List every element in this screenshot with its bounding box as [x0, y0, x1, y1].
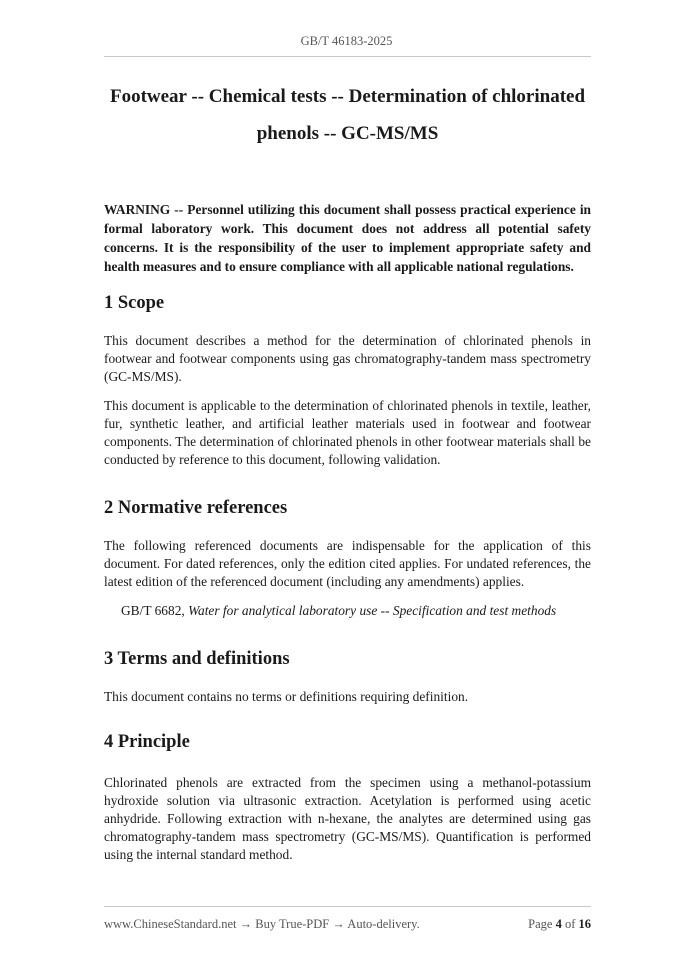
- header-standard-code: GB/T 46183-2025: [300, 34, 393, 48]
- section-heading-terms: 3 Terms and definitions: [104, 649, 290, 669]
- title-line-1: Footwear -- Chemical tests -- Determination of chlorinated: [109, 86, 586, 107]
- footer-page-indicator: [500, 917, 591, 932]
- terms-paragraph: This document contains no terms or definitions requiring definition.: [104, 689, 469, 704]
- section-normative-references: [104, 496, 591, 620]
- section-heading-scope: 1 Scope: [104, 293, 165, 313]
- document-title: [104, 78, 591, 152]
- page-label: Page: [528, 917, 553, 931]
- scope-paragraph-1: This document describes a method for the determination of chlorinated phenols in footwear and footwear components using gas chromatography-tandem mass spectrometry (GC-MS/MS).: [104, 333, 591, 384]
- section-heading-principle: 4 Principle: [104, 732, 190, 752]
- total-pages: 16: [578, 917, 591, 931]
- normative-reference-item: [104, 602, 591, 620]
- reference-title: Water for analytical laboratory use -- Specification and test methods: [188, 603, 557, 618]
- reference-code: GB/T 6682,: [121, 603, 189, 618]
- warning-paragraph: WARNING -- Personnel utilizing this document shall possess practical experience in formal laboratory work. This document does not address all potential safety concerns. It is the responsibility of the user to implement appropriate safety and health measures and to ensure compliance with all applicable national regulations.: [104, 202, 591, 274]
- scope-paragraph-2: This document is applicable to the determination of chlorinated phenols in textile, leather, fur, synthetic leather, and artificial leather materials used in footwear and footwear components. The determination of chlorinated phenols in other footwear materials shall be conducted by reference to this document, following validation.: [104, 398, 591, 467]
- of-label: of: [564, 917, 576, 931]
- footer-divider: [104, 906, 591, 907]
- footer-site-link[interactable]: www.ChineseStandard.net → Buy True-PDF → Auto-delivery.: [104, 917, 420, 931]
- section-heading-normative: 2 Normative references: [104, 498, 288, 518]
- principle-paragraph: Chlorinated phenols are extracted from the specimen using a methanol-potassium hydroxide solution via ultrasonic extraction. Acetylation is performed using acetic anhydride. Following extraction with n-hexane, the analytes are determined using gas chromatography-tandem mass spectrometry (GC-MS/MS). Quantification is performed using the internal standard method.: [104, 775, 591, 862]
- section-terms-definitions: [104, 647, 591, 706]
- section-principle: [104, 730, 591, 864]
- page-number: 4: [555, 917, 562, 931]
- title-line-2: phenols -- GC-MS/MS: [256, 123, 439, 144]
- header-divider: [104, 56, 591, 57]
- normative-paragraph: The following referenced documents are indispensable for the application of this document. For dated references, only the edition cited applies. For undated references, the latest edition of the referenced document (including any amendments) applies.: [104, 538, 591, 589]
- section-scope: [104, 291, 591, 469]
